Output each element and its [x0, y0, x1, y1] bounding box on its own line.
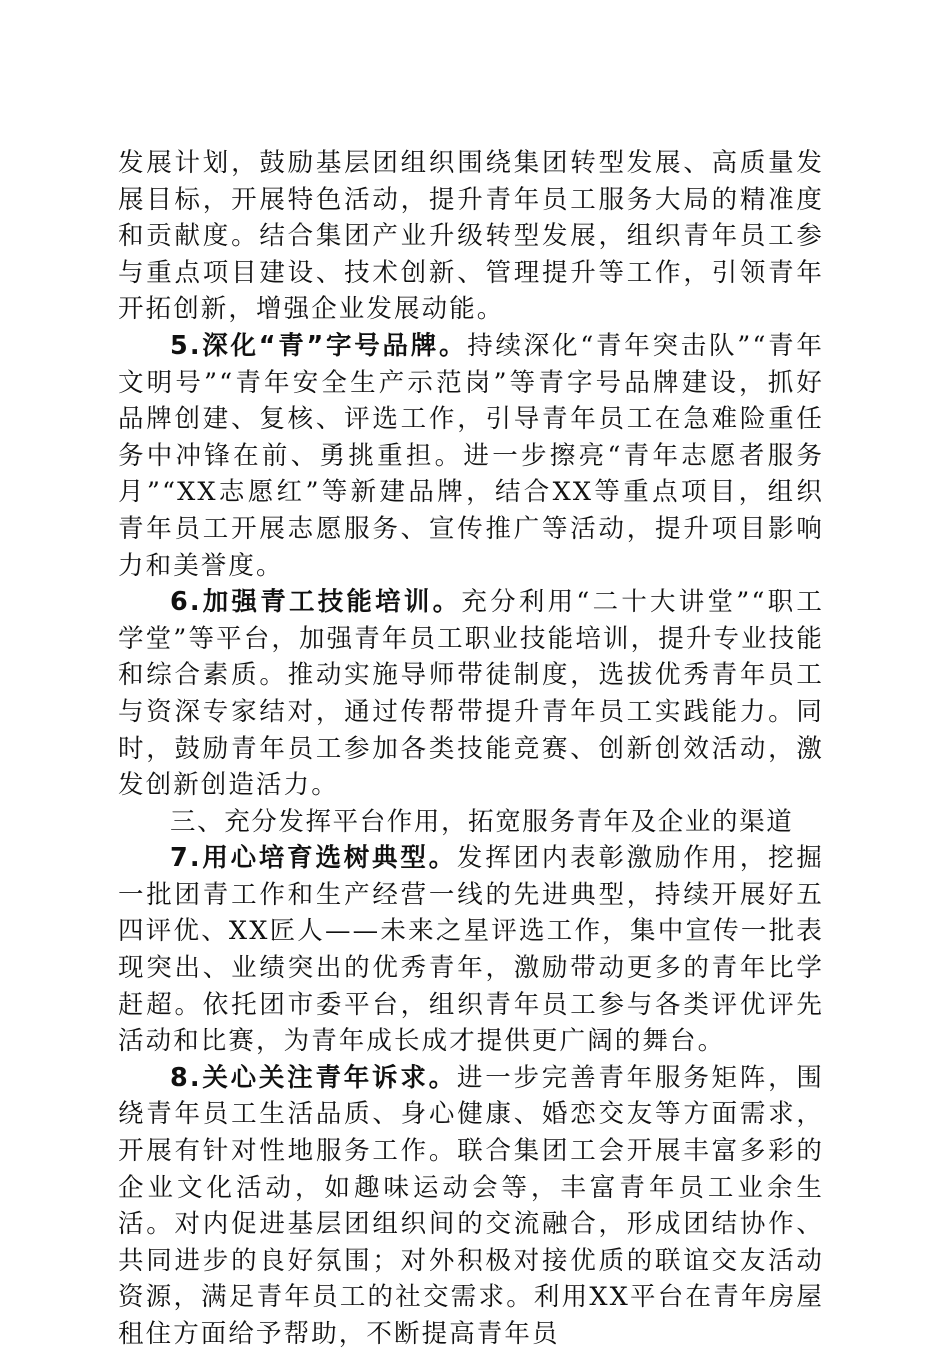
paragraph-item-5 [118, 328, 824, 584]
paragraph-item-7 [118, 840, 824, 1060]
document-body [118, 145, 824, 1353]
paragraph-heading: 6.加强青工技能培训。 [170, 587, 462, 618]
paragraph-heading: 5.深化“青”字号品牌。 [170, 330, 468, 361]
paragraph-text: 进一步完善青年服务矩阵，围绕青年员工生活品质、身心健康、婚恋交友等方面需求，开展有针对性地服务工作。联合集团工会开展丰富多彩的企业文化活动，如趣味运动会等，丰富青年员工业余生活。对内促进基层团组织间的交流融合，形成团结协作、共同进步的良好氛围；对外积极对接优质的联谊交友活动资源，满足青年员工的社交需求。利用XX平台在青年房屋租住方面给予帮助，不断提高青年员 [118, 1062, 824, 1349]
paragraph-heading: 7.用心培育选树典型。 [170, 843, 457, 874]
paragraph-continuation [118, 145, 824, 328]
paragraph-text: 持续深化“青年突击队”“青年文明号”“青年安全生产示范岗”等青字号品牌建设，抓好品牌创建、复核、评选工作，引导青年员工在急难险重任务中冲锋在前、勇挑重担。进一步擦亮“青年志愿者服务月”“XX志愿红”等新建品牌，结合XX等重点项目，组织青年员工开展志愿服务、宣传推广等活动，提升项目影响力和美誉度。 [118, 330, 824, 581]
paragraph-text: 发展计划，鼓励基层团组织围绕集团转型发展、高质量发展目标，开展特色活动，提升青年员工服务大局的精准度和贡献度。结合集团产业升级转型发展，组织青年员工参与重点项目建设、技术创新、管理提升等工作，引领青年开拓创新，增强企业发展动能。 [118, 148, 824, 325]
paragraph-text: 充分利用“二十大讲堂”“职工学堂”等平台，加强青年员工职业技能培训，提升专业技能和综合素质。推动实施导师带徒制度，选拔优秀青年员工与资深专家结对，通过传帮带提升青年员工实践能力。同时，鼓励青年员工参加各类技能竞赛、创新创效活动，激发创新创造活力。 [118, 587, 824, 801]
paragraph-item-6 [118, 584, 824, 804]
paragraph-item-8 [118, 1060, 824, 1353]
paragraph-text: 发挥团内表彰激励作用，挖掘一批团青工作和生产经营一线的先进典型，持续开展好五四评优、XX匠人——未来之星评选工作，集中宣传一批表现突出、业绩突出的优秀青年，激励带动更多的青年比学赶超。依托团市委平台，组织青年员工参与各类评优评先活动和比赛，为青年成长成才提供更广阔的舞台。 [118, 843, 824, 1057]
paragraph-heading: 8.关心关注青年诉求。 [170, 1062, 457, 1093]
section-heading-3: 三、充分发挥平台作用，拓宽服务青年及企业的渠道 [170, 806, 794, 837]
